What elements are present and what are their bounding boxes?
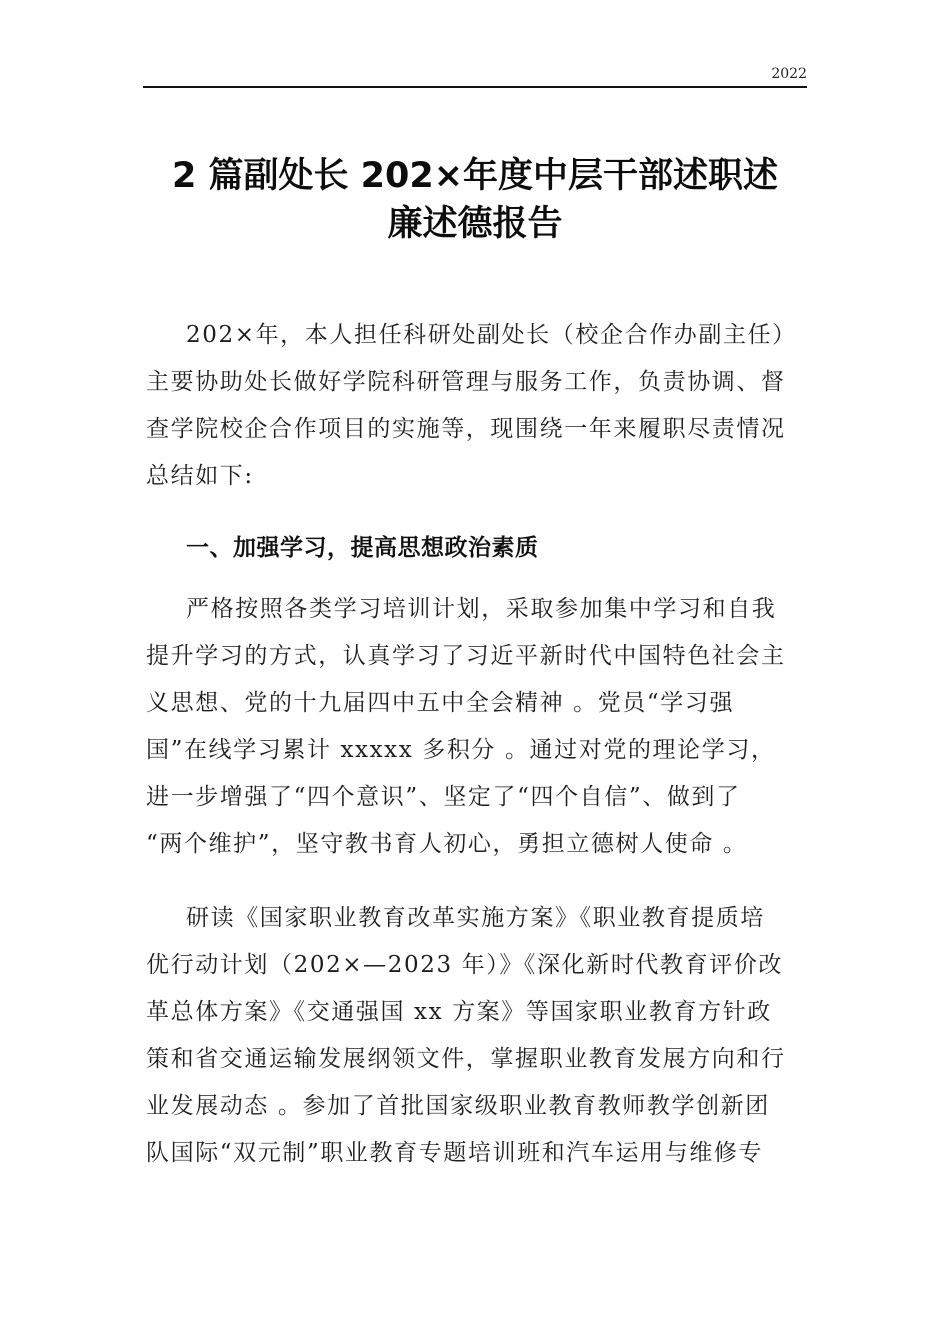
intro-paragraph-line: 总结如下: [146, 463, 254, 489]
study-paragraph-line: 进一步增强了“四个意识”、坚定了“四个自信”、做到了 [146, 784, 741, 810]
intro-paragraph-line: 主要协助处长做好学院科研管理与服务工作，负责协调、督 [146, 369, 786, 395]
document-title [100, 152, 850, 248]
policy-paragraph-line: 队国际“双元制”职业教育专题培训班和汽车运用与维修专 [146, 1140, 764, 1166]
header-year: 2022 [771, 66, 807, 82]
intro-paragraph-line: 202×年，本人担任科研处副处长（校企合作办副主任） [186, 322, 797, 348]
section-heading-1: 一、加强学习，提高思想政治素质 [186, 535, 539, 561]
policy-paragraph-line: 优行动计划（202×—2023 年）》《深化新时代教育评价改 [146, 952, 784, 978]
policy-paragraph-line: 革总体方案》《交通强国 xx 方案》等国家职业教育方针政 [146, 999, 772, 1025]
page-header [143, 62, 807, 88]
study-paragraph-line: 国”在线学习累计 xxxxx 多积分 。通过对党的理论学习， [146, 737, 776, 763]
study-paragraph-line: 义思想、党的十九届四中五中全会精神 。党员“学习强 [146, 690, 735, 716]
intro-paragraph-line: 查学院校企合作项目的实施等，现围绕一年来履职尽责情况 [146, 416, 786, 442]
policy-paragraph-line: 业发展动态 。参加了首批国家级职业教育教师教学创新团 [146, 1093, 770, 1119]
title-line-1: 2 篇副处长 202×年度中层干部述职述 [171, 156, 779, 196]
study-paragraph-line: 严格按照各类学习培训计划，采取参加集中学习和自我 [186, 596, 777, 622]
study-paragraph-line: “两个维护”，坚守教书育人初心，勇担立德树人使命 。 [146, 831, 748, 857]
policy-paragraph-line: 策和省交通运输发展纲领文件，掌握职业教育发展方向和行 [146, 1046, 786, 1072]
policy-paragraph-line: 研读《国家职业教育改革实施方案》《职业教育提质培 [186, 905, 765, 931]
title-line-2: 廉述德报告 [387, 204, 563, 244]
study-paragraph-line: 提升学习的方式，认真学习了习近平新时代中国特色社会主 [146, 643, 786, 669]
